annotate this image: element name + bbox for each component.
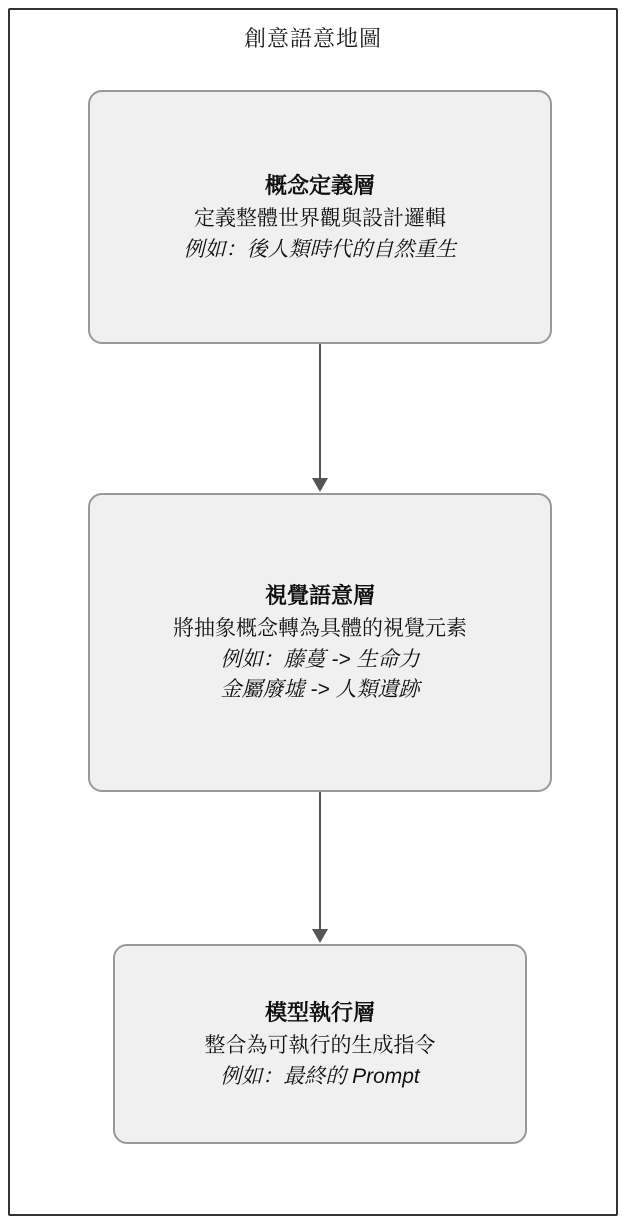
node-title: 視覺語意層	[264, 583, 375, 609]
arrowhead-icon	[312, 478, 328, 492]
node-concept-definition-layer[interactable]	[88, 90, 552, 344]
node-model-execution-layer[interactable]	[113, 944, 527, 1144]
node-example-secondary: 金屬廢墟 -> 人類遺跡	[220, 678, 420, 702]
diagram-frame	[8, 8, 618, 1216]
arrowhead-icon	[312, 929, 328, 943]
node-description: 定義整體世界觀與設計邏輯	[194, 207, 446, 231]
node-title: 模型執行層	[264, 1000, 375, 1026]
node-visual-semantic-layer[interactable]	[88, 493, 552, 792]
node-title: 概念定義層	[264, 173, 375, 199]
node-example: 例如：藤蔓 -> 生命力	[220, 647, 420, 671]
node-example: 例如：最終的 Prompt	[220, 1064, 420, 1088]
node-description: 整合為可執行的生成指令	[204, 1034, 436, 1058]
node-description: 將抽象概念轉為具體的視覺元素	[173, 617, 467, 641]
diagram-title: 創意語意地圖	[243, 26, 382, 51]
connector-concept-to-visual	[319, 344, 321, 479]
connector-visual-to-model	[319, 792, 321, 930]
node-example: 例如：後人類時代的自然重生	[183, 237, 457, 261]
